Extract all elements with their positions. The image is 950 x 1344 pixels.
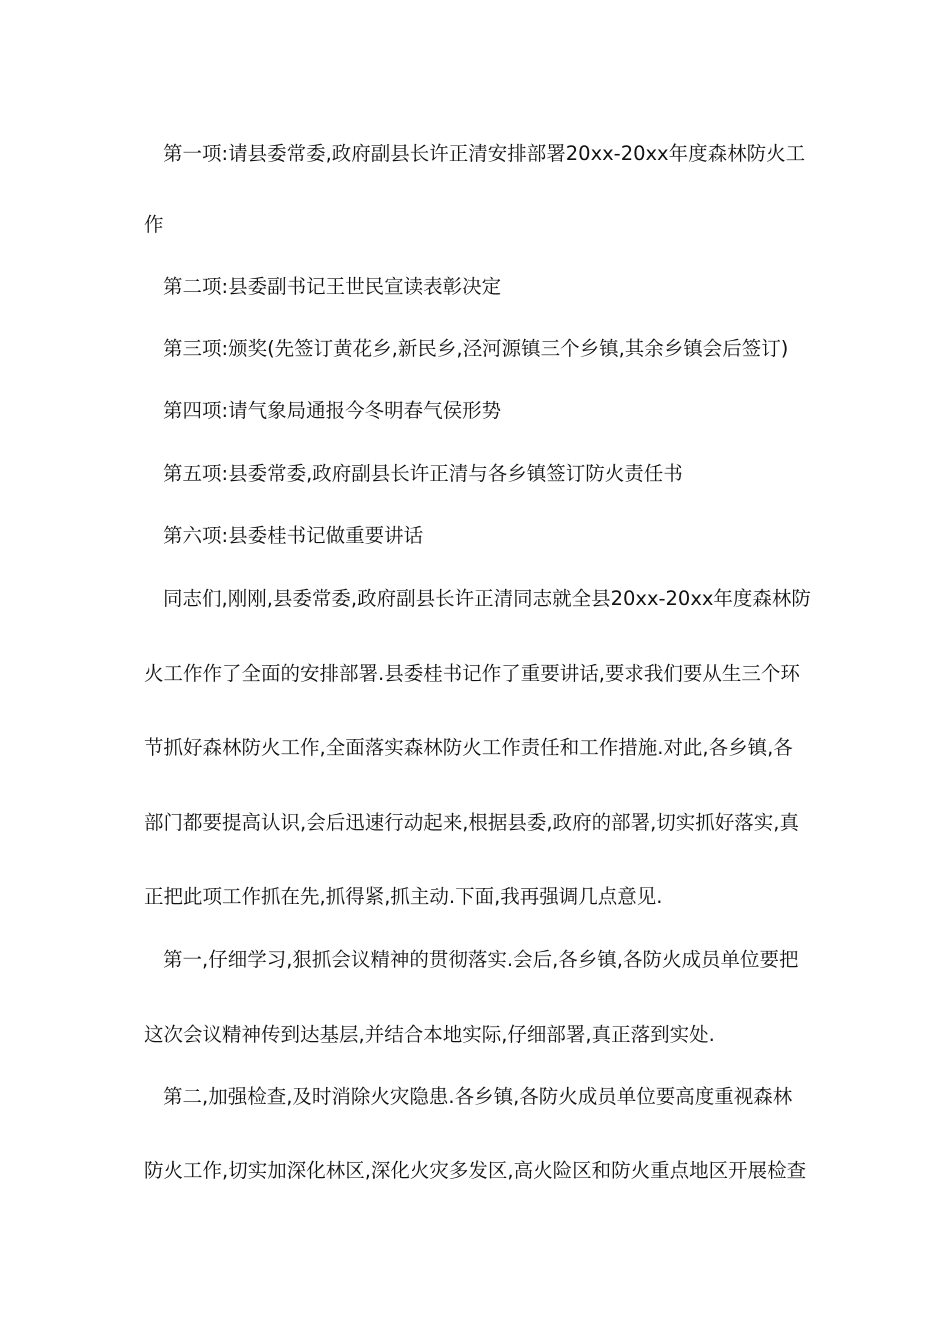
speech-paragraph-1-line-2: 火工作作了全面的安排部署.县委桂书记作了重要讲话,要求我们要从生三个环 <box>144 662 800 685</box>
agenda-item-4: 第四项:请气象局通报今冬明春气侯形势 <box>163 399 502 422</box>
agenda-item-1-continued: 作 <box>144 213 164 236</box>
point-1-line-1: 第一,仔细学习,狠抓会议精神的贯彻落实.会后,各乡镇,各防火成员单位要把 <box>163 948 799 971</box>
agenda-item-2: 第二项:县委副书记王世民宣读表彰决定 <box>163 275 502 298</box>
speech-paragraph-1-line-5: 正把此项工作抓在先,抓得紧,抓主动.下面,我再强调几点意见. <box>144 885 663 908</box>
speech-paragraph-1-line-1: 同志们,刚刚,县委常委,政府副县长许正清同志就全县20xx-20xx年度森林防 <box>163 587 811 610</box>
agenda-item-6: 第六项:县委桂书记做重要讲话 <box>163 524 424 547</box>
agenda-item-5: 第五项:县委常委,政府副县长许正清与各乡镇签订防火责任书 <box>163 462 683 485</box>
point-2-line-1: 第二,加强检查,及时消除火灾隐患.各乡镇,各防火成员单位要高度重视森林 <box>163 1085 793 1108</box>
speech-paragraph-1-line-4: 部门都要提高认识,会后迅速行动起来,根据县委,政府的部署,切实抓好落实,真 <box>144 811 799 834</box>
point-2-line-2: 防火工作,切实加深化林区,深化火灾多发区,高火险区和防火重点地区开展检查 <box>144 1159 807 1182</box>
agenda-item-3: 第三项:颁奖(先签订黄花乡,新民乡,泾河源镇三个乡镇,其余乡镇会后签订) <box>163 337 789 360</box>
point-1-line-2: 这次会议精神传到达基层,并结合本地实际,仔细部署,真正落到实处. <box>144 1023 715 1046</box>
agenda-item-1: 第一项:请县委常委,政府副县长许正清安排部署20xx-20xx年度森林防火工 <box>163 142 806 165</box>
speech-paragraph-1-line-3: 节抓好森林防火工作,全面落实森林防火工作责任和工作措施.对此,各乡镇,各 <box>144 736 793 759</box>
